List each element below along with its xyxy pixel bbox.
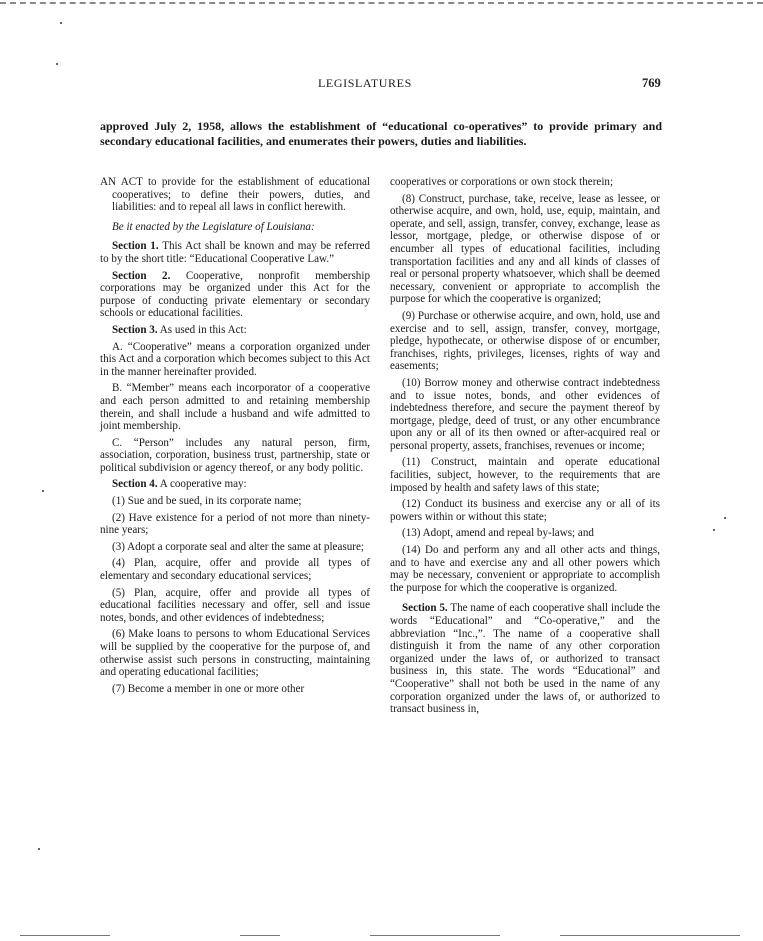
- section-label: Section 1.: [112, 240, 159, 253]
- section-2: Section 2. Cooperative, nonprofit membership corporations may be organized under this Act for the purpose of conducting private elementary or secondary schools or educational facilities.: [100, 269, 370, 320]
- bottom-scan-line: [20, 935, 110, 936]
- bottom-scan-line: [370, 935, 500, 936]
- section-label: Section 5.: [402, 602, 448, 615]
- definition-a: A. “Cooperative” means a corporation organized under this Act and a corporation which becomes subject to this Act in the manner hereinafter provided.: [100, 340, 370, 378]
- bottom-scan-line: [560, 935, 740, 936]
- definition-b: B. “Member” means each incorporator of a cooperative and each person admitted to and retaining membership therein, and shall include a husband and wife admitted to joint membership.: [100, 382, 370, 433]
- scan-speck: [56, 63, 58, 65]
- section-label: Section 4.: [112, 478, 158, 491]
- scan-speck: [724, 517, 726, 519]
- scan-speck: [42, 490, 44, 492]
- running-title: LEGISLATURES: [318, 76, 412, 90]
- definition-c: C. “Person” includes any natural person, firm, association, corporation, business trust, partnership, state or political subdivision or agency thereof, or any body politic.: [100, 436, 370, 474]
- enacting-clause: Be it enacted by the Legislature of Louisiana:: [112, 220, 315, 233]
- page-number: 769: [642, 76, 661, 90]
- left-column: [100, 176, 370, 699]
- section-5: Section 5. The name of each cooperative shall include the words “Educational” and “Co-operative,” and the abbreviation “Inc.,”. The name of a cooperative shall distinguish it from the name of any other corporation organized under the laws of, or authorized to transact business in, this state. The words “Educational” and “Cooperative” shall not both be used in the name of any corporation organized under the laws of, or authorized to transact business in,: [390, 602, 661, 716]
- section-label: Section 2.: [112, 269, 171, 282]
- power-item: (10) Borrow money and otherwise contract indebtedness and to issue notes, bonds, and other evidences of indebtedness therefore, and secure the payment thereof by mortgage, pledge, deed of trust, or any other encumbrance upon any or all of its then owned or after-acquired real or personal property, assets, franchises, revenues or income;: [390, 376, 660, 452]
- power-item: (11) Construct, maintain and operate educational facilities, subject, however, to the requirements that are imposed by health and safety laws of this state;: [390, 456, 660, 494]
- section-4: Section 4. A cooperative may:: [112, 478, 247, 491]
- power-item: (6) Make loans to persons to whom Educational Services will be supplied by the cooperative for the purpose of, and otherwise assist such persons in constructing, maintaining and operating educational facilities;: [100, 628, 370, 679]
- running-header: [0, 76, 763, 94]
- power-item: (4) Plan, acquire, offer and provide all types of elementary and secondary educational services;: [100, 557, 370, 583]
- act-title: AN ACT to provide for the establishment of educational cooperatives; to define their powers, duties, and liabilities: and to repeal all laws in conflict herewith.: [100, 176, 370, 214]
- top-scan-border: [0, 2, 763, 4]
- power-item: (3) Adopt a corporate seal and alter the same at pleasure;: [112, 540, 364, 553]
- item-7-continuation: cooperatives or corporations or own stock therein;: [390, 176, 614, 188]
- intro-paragraph: approved July 2, 1958, allows the establishment of “educational co-operatives” to provide primary and secondary educational facilities, and enumerates their powers, duties and liabilities.: [100, 119, 662, 148]
- section-3: Section 3. As used in this Act:: [112, 323, 247, 336]
- right-column: [390, 176, 660, 720]
- power-item: (7) Become a member in one or more other: [112, 682, 305, 695]
- power-item: (2) Have existence for a period of not more than ninety-nine years;: [100, 511, 370, 537]
- power-item: (14) Do and perform any and all other acts and things, and to have and exercise any and all other powers which may be necessary, convenient or appropriate to accomplish the purpose for which the cooperative is organized.: [390, 544, 660, 594]
- power-item: (5) Plan, acquire, offer and provide all types of educational facilities necessary and offer, sell and issue notes, bonds, and other evidences of indebtedness;: [100, 586, 370, 624]
- section-label: Section 3.: [112, 323, 158, 336]
- power-item: (13) Adopt, amend and repeal by-laws; and: [402, 527, 594, 540]
- scan-speck: [38, 848, 40, 850]
- power-item: (1) Sue and be sued, in its corporate name;: [112, 495, 302, 508]
- scan-speck: [713, 529, 715, 531]
- scan-speck: [60, 22, 62, 24]
- section-1: Section 1. This Act shall be known and may be referred to by the short title: “Educational Cooperative Law.”: [100, 240, 370, 265]
- power-item: (12) Conduct its business and exercise any or all of its powers within or without this state;: [390, 498, 660, 523]
- bottom-scan-line: [240, 935, 280, 936]
- power-item: (8) Construct, purchase, take, receive, lease as lessee, or otherwise acquire, and own, hold, use, equip, maintain, and operate, and sell, assign, transfer, convey, exchange, lease as lessor, mortgage, pledge, or otherwise dispose of or encumber all types of educational facilities, including transportation facilities and any and all kinds of classes of real or personal property whatsoever, which shall be deemed necessary, convenient or appropriate to accomplish the purpose for which the cooperative is organized;: [390, 192, 660, 306]
- power-item: (9) Purchase or otherwise acquire, and own, hold, use and exercise and to sell, assign, transfer, convey, mortgage, pledge, hypothecate, or otherwise dispose of or encumber, franchises, rights, privileges, licenses, rights of way and easements;: [390, 309, 660, 373]
